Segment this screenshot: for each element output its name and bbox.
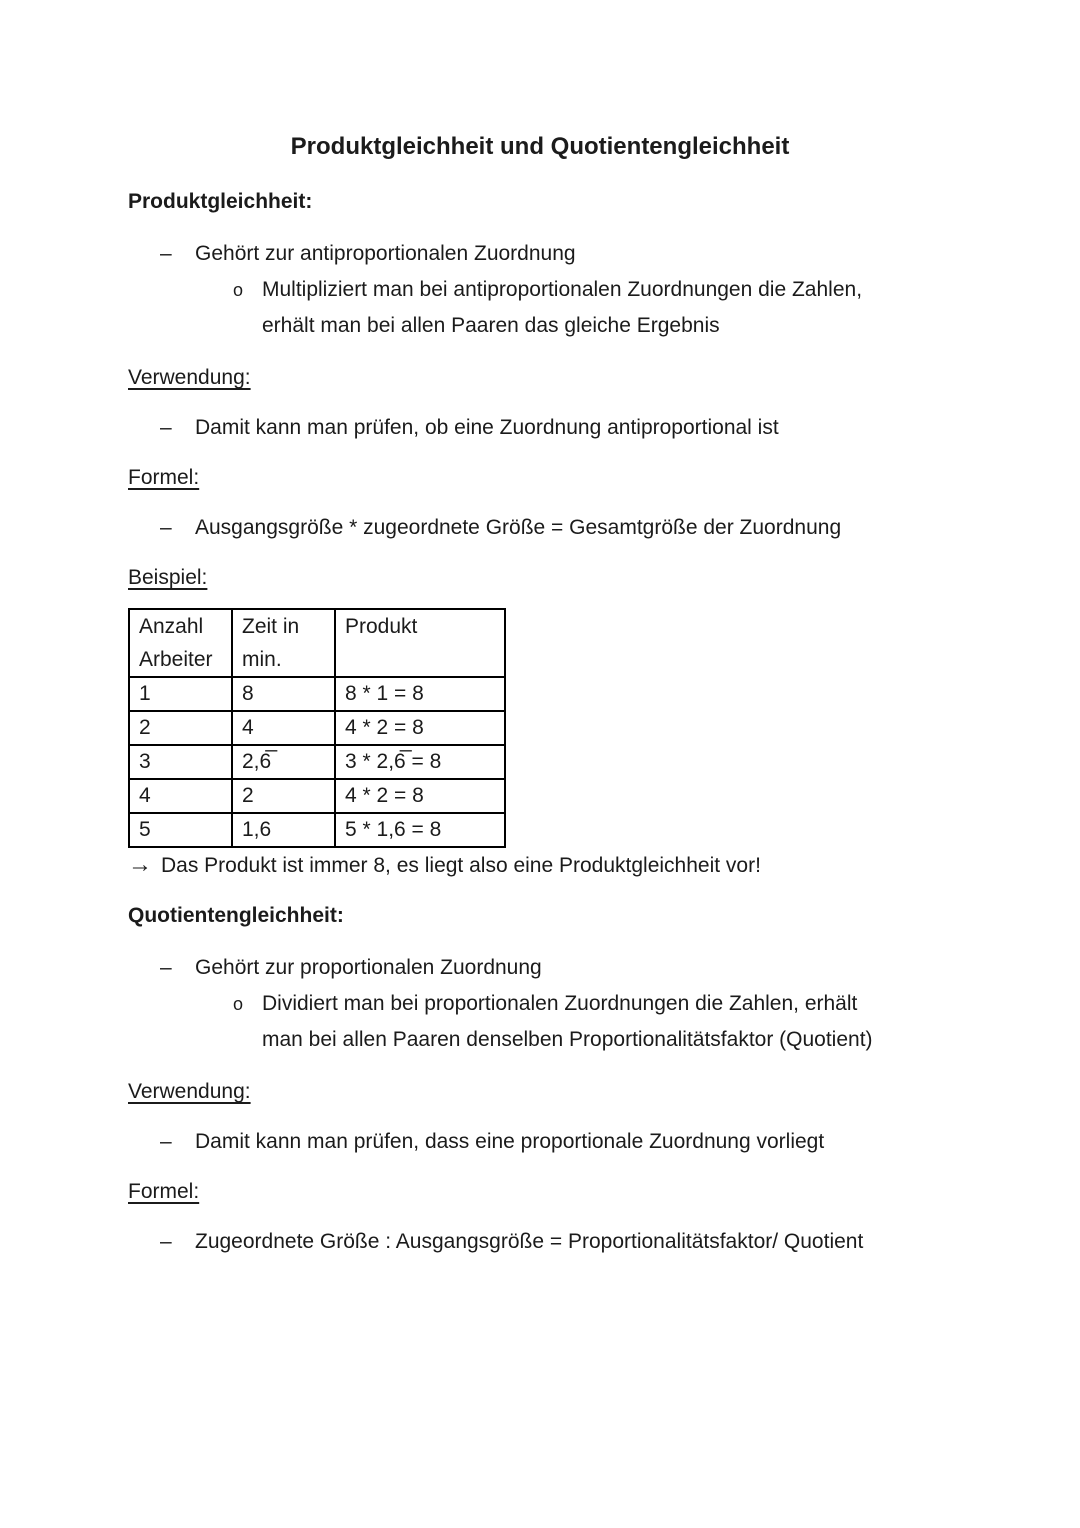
table-cell: 8 * 1 = 8: [335, 677, 505, 711]
sub-bullet-item-quotient-erklaerung: [128, 986, 952, 1058]
dash-bullet-marker: –: [160, 1130, 172, 1153]
dash-bullet-marker: –: [160, 242, 172, 265]
circle-bullet-marker: o: [233, 994, 244, 1014]
table-cell: 3: [129, 745, 232, 779]
bullet-text: Ausgangsgröße * zugeordnete Größe = Gesamtgröße der Zuordnung: [195, 516, 842, 539]
conclusion-text: Das Produkt ist immer 8, es liegt also eine Produktgleichheit vor!: [161, 854, 761, 877]
bullet-item-produkt-zuordnung: [128, 236, 952, 272]
table-row: [129, 677, 505, 711]
sub-bullet-text: Dividiert man bei proportionalen Zuordnungen die Zahlen, erhält man bei allen Paaren denselben Proportionalitätsfaktor (Quotient): [262, 992, 873, 1051]
heading-formel-1: Formel:: [128, 466, 200, 489]
table-cell: 4: [232, 711, 335, 745]
table-header-produkt: Produkt: [335, 609, 505, 677]
bullet-text: Damit kann man prüfen, dass eine proportionale Zuordnung vorliegt: [195, 1130, 825, 1153]
table-cell: 5: [129, 813, 232, 847]
dash-bullet-marker: –: [160, 416, 172, 439]
table-cell: 4 * 2 = 8: [335, 711, 505, 745]
heading-beispiel: Beispiel:: [128, 566, 208, 589]
table-header-anzahl-arbeiter: Anzahl Arbeiter: [129, 609, 232, 677]
table-header-zeit-in-min: Zeit in min.: [232, 609, 335, 677]
dash-bullet-marker: –: [160, 516, 172, 539]
table-cell: 5 * 1,6 = 8: [335, 813, 505, 847]
circle-bullet-marker: o: [233, 280, 244, 300]
sub-bullet-item-produkt-erklaerung: [128, 272, 952, 344]
bullet-item-verwendung-1: [128, 410, 952, 446]
heading-produktgleichheit: Produktgleichheit:: [128, 190, 313, 213]
heading-formel-2: Formel:: [128, 1180, 200, 1203]
heading-verwendung-1: Verwendung:: [128, 366, 251, 389]
sub-bullet-text: Multipliziert man bei antiproportionalen Zuordnungen die Zahlen, erhält man bei allen Paaren das gleiche Ergebnis: [262, 278, 863, 337]
table-cell: 2,6̅: [232, 745, 335, 779]
bullet-text: Damit kann man prüfen, ob eine Zuordnung antiproportional ist: [195, 416, 779, 439]
table-cell: 4 * 2 = 8: [335, 779, 505, 813]
conclusion-line: [128, 848, 952, 884]
table-cell: 1,6: [232, 813, 335, 847]
heading-quotientengleichheit: Quotientengleichheit:: [128, 904, 344, 927]
bullet-item-verwendung-2: [128, 1124, 952, 1160]
bullet-text: Zugeordnete Größe : Ausgangsgröße = Proportionalitätsfaktor/ Quotient: [195, 1230, 864, 1253]
heading-verwendung-2: Verwendung:: [128, 1080, 251, 1103]
bullet-text: Gehört zur proportionalen Zuordnung: [195, 956, 542, 979]
dash-bullet-marker: –: [160, 1230, 172, 1253]
dash-bullet-marker: –: [160, 956, 172, 979]
table-row: [129, 711, 505, 745]
table-row: [129, 813, 505, 847]
bullet-item-formel-1: [128, 510, 952, 546]
right-arrow-icon: →: [128, 851, 152, 878]
example-table: [128, 608, 506, 848]
table-cell: 3 * 2,6̅ = 8: [335, 745, 505, 779]
table-cell: 1: [129, 677, 232, 711]
document-title: Produktgleichheit und Quotientengleichheit: [290, 133, 790, 160]
table-cell: 4: [129, 779, 232, 813]
table-row: [129, 745, 505, 779]
table-cell: 2: [129, 711, 232, 745]
table-row: [129, 779, 505, 813]
table-header-row: [129, 609, 505, 677]
table-cell: 2: [232, 779, 335, 813]
bullet-item-quotient-zuordnung: [128, 950, 952, 986]
table-cell: 8: [232, 677, 335, 711]
bullet-text: Gehört zur antiproportionalen Zuordnung: [195, 242, 576, 265]
bullet-item-formel-2: [128, 1224, 952, 1260]
